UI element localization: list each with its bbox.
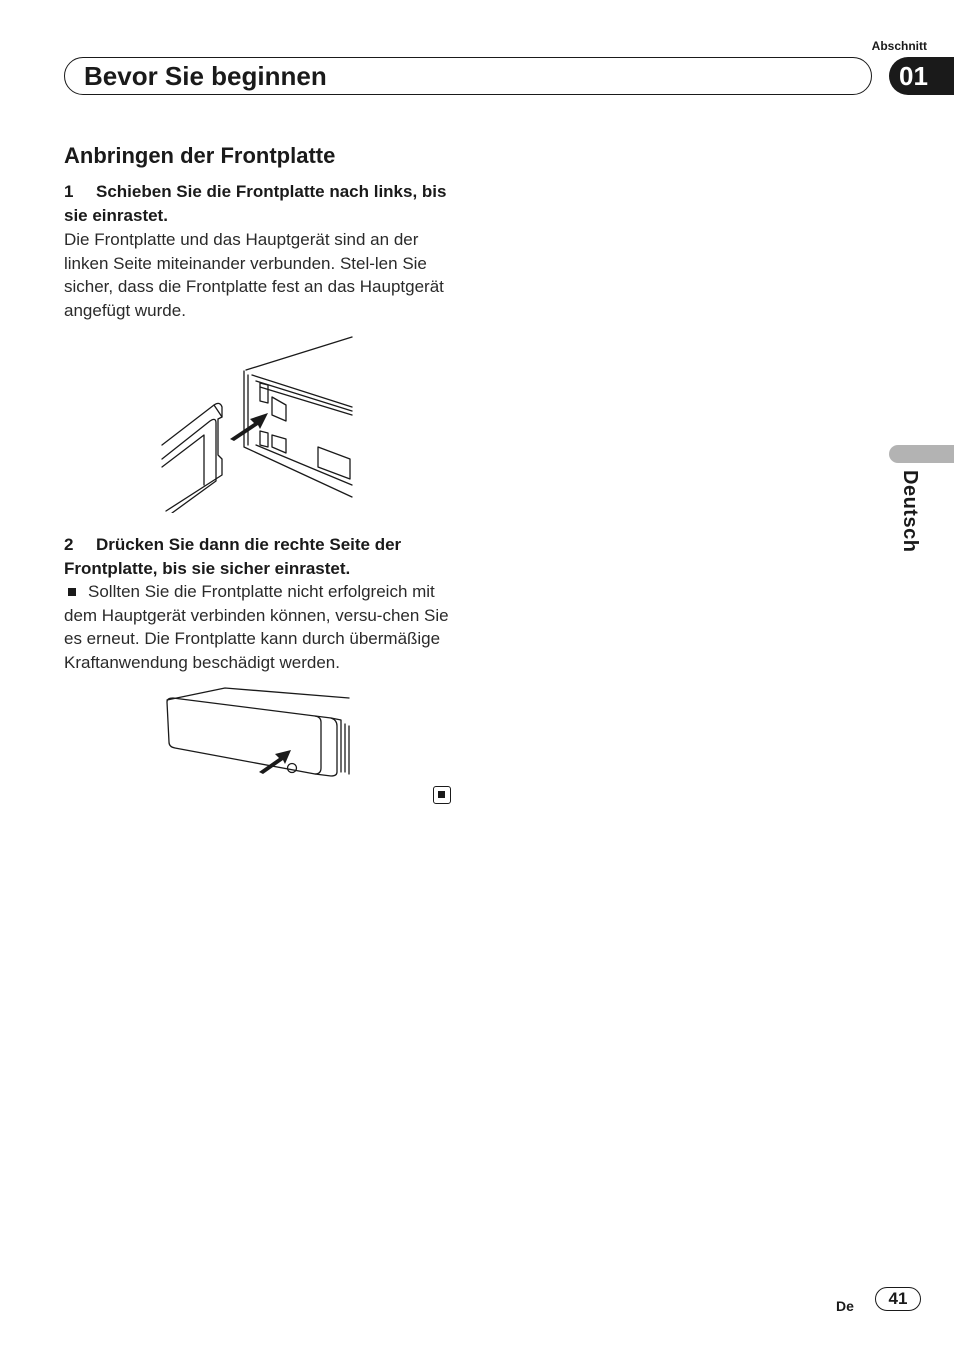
- front-panel-attach-left-illustration: [160, 335, 356, 513]
- step-2-note-text: Sollten Sie die Frontplatte nicht erfolgreich mit dem Hauptgerät verbinden können, versu-chen Sie es erneut. Die Frontplatte kann durch übermäßige Kraftanwendung beschädigt werden.: [64, 582, 449, 672]
- section-end-icon: [433, 786, 451, 804]
- step-1-number: 1: [64, 182, 74, 201]
- language-tab-label: Deutsch: [899, 470, 921, 553]
- step-1-body: Die Frontplatte und das Hauptgerät sind an der linken Seite miteinander verbunden. Stel-len Sie sicher, dass die Frontplatte fest an das Hauptgerät angefügt wurde.: [64, 230, 444, 320]
- step-2-note: [64, 580, 456, 674]
- bullet-icon: [68, 588, 76, 596]
- step-2-title: [64, 533, 456, 580]
- chapter-number-badge: 01: [889, 57, 954, 95]
- front-panel-press-right-illustration: [165, 686, 351, 778]
- step-1-title: [64, 180, 456, 227]
- chapter-title: Bevor Sie beginnen: [84, 61, 327, 91]
- section-heading: Anbringen der Frontplatte: [64, 143, 336, 168]
- page-number-badge: 41: [875, 1287, 921, 1311]
- step-1-title-text: Schieben Sie die Frontplatte nach links, bis sie einrastet.: [64, 182, 447, 225]
- step-2-number: 2: [64, 535, 74, 554]
- language-tab-marker: [889, 445, 954, 463]
- step-2-title-text: Drücken Sie dann die rechte Seite der Frontplatte, bis sie sicher einrastet.: [64, 535, 402, 578]
- section-label: Abschnitt: [871, 39, 927, 53]
- footer-language-code: De: [836, 1298, 854, 1314]
